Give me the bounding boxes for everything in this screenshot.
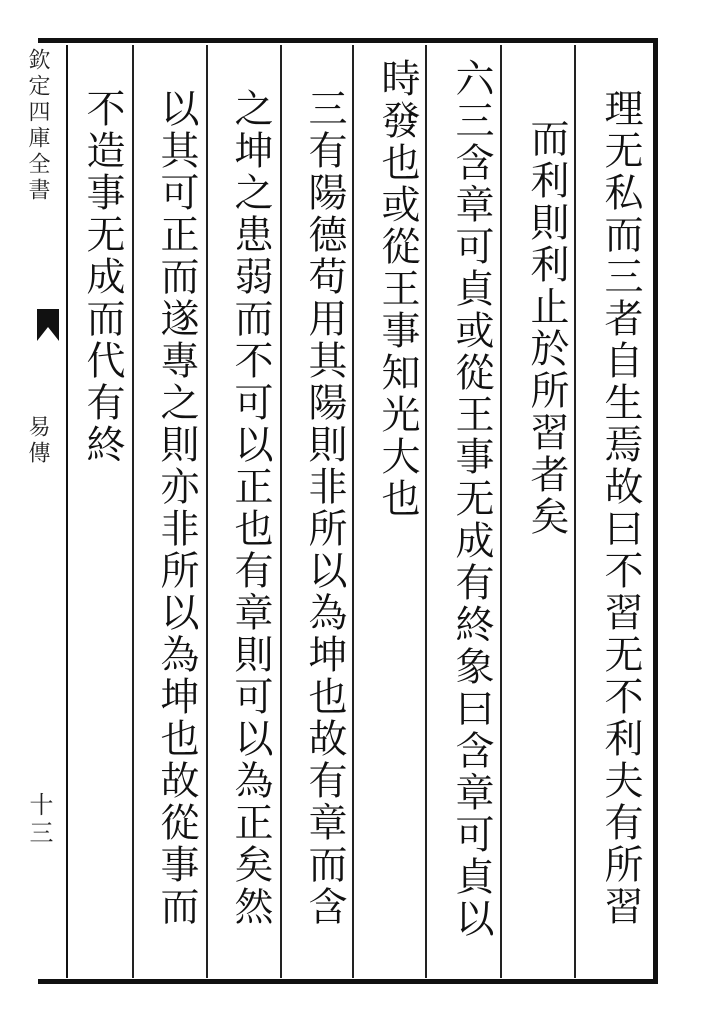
text-column-8: 不造事无成而代有終 [80,88,125,466]
column-rule [206,45,208,978]
fishtail-mark-icon [33,307,63,343]
text-column-5: 三有陽德苟用其陽則非所以為坤也故有章而含 [302,88,347,928]
text-column-6: 之坤之患弱而不可以正也有章則可以為正矣然 [228,88,273,928]
column-rule [132,45,134,978]
page-number: 十三 [25,792,53,848]
text-column-2: 而利則利止於所習者矣 [524,118,569,538]
text-column-1: 理无私而三者自生焉故曰不習无不利夫有所習 [598,88,643,928]
text-column-3: 六三含章可貞或從王事无成有終象曰含章可貞以 [449,58,494,940]
column-rule [280,45,282,978]
margin-book-title: 易傳 [25,415,50,467]
text-column-7: 以其可正而遂專之則亦非所以為坤也故從事而 [154,88,199,928]
margin-title: 欽定四庫全書 [25,48,50,204]
text-column-4: 時發也或從王事知光大也 [375,58,420,520]
